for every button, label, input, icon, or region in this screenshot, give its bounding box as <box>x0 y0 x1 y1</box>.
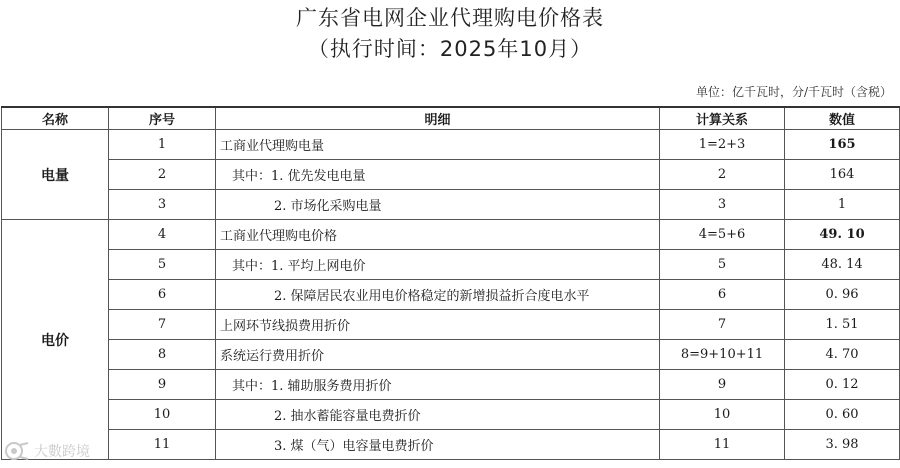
header-detail: 明细 <box>216 107 660 130</box>
watermark-logo-icon <box>4 441 30 461</box>
row-calc: 11 <box>660 430 785 460</box>
table-row <box>2 310 900 340</box>
group-label-quantity: 电量 <box>2 130 109 220</box>
table-row <box>2 220 900 250</box>
row-value: 48. 14 <box>785 250 900 280</box>
row-value: 3. 98 <box>785 430 900 460</box>
row-value: 164 <box>785 160 900 190</box>
row-no: 5 <box>109 250 216 280</box>
table-header-row <box>2 107 900 130</box>
row-calc: 6 <box>660 280 785 310</box>
row-detail: 2. 市场化采购电量 <box>216 190 660 220</box>
row-no: 2 <box>109 160 216 190</box>
row-calc: 7 <box>660 310 785 340</box>
page-subtitle: （执行时间：2025年10月） <box>307 37 593 61</box>
page-title: 广东省电网企业代理购电价格表 <box>296 6 604 30</box>
row-no: 3 <box>109 190 216 220</box>
table-row <box>2 160 900 190</box>
price-table <box>1 106 900 460</box>
table-row <box>2 370 900 400</box>
row-detail: 工商业代理购电价格 <box>216 220 660 250</box>
table-row <box>2 130 900 160</box>
row-no: 1 <box>109 130 216 160</box>
row-value: 49. 10 <box>785 220 900 250</box>
row-detail: 上网环节线损费用折价 <box>216 310 660 340</box>
row-detail: 工商业代理购电量 <box>216 130 660 160</box>
unit-note: 单位：亿千瓦时，分/千瓦时（含税） <box>695 85 892 99</box>
table-row <box>2 340 900 370</box>
row-value: 1 <box>785 190 900 220</box>
row-calc: 1=2+3 <box>660 130 785 160</box>
header-value: 数值 <box>785 107 900 130</box>
watermark <box>4 441 90 461</box>
table-row <box>2 280 900 310</box>
row-calc: 4=5+6 <box>660 220 785 250</box>
row-no: 11 <box>109 430 216 460</box>
row-detail: 2. 抽水蓄能容量电费折价 <box>216 400 660 430</box>
row-no: 4 <box>109 220 216 250</box>
row-value: 165 <box>785 130 900 160</box>
row-value: 1. 51 <box>785 310 900 340</box>
table-row <box>2 400 900 430</box>
row-calc: 2 <box>660 160 785 190</box>
header-name: 名称 <box>2 107 109 130</box>
header-no: 序号 <box>109 107 216 130</box>
row-no: 6 <box>109 280 216 310</box>
table-row <box>2 430 900 460</box>
row-no: 8 <box>109 340 216 370</box>
group-label-price: 电价 <box>2 220 109 460</box>
row-calc: 10 <box>660 400 785 430</box>
row-calc: 3 <box>660 190 785 220</box>
row-calc: 5 <box>660 250 785 280</box>
row-detail: 其中：1. 优先发电电量 <box>216 160 660 190</box>
row-detail: 3. 煤（气）电容量电费折价 <box>216 430 660 460</box>
header-calc: 计算关系 <box>660 107 785 130</box>
row-no: 7 <box>109 310 216 340</box>
row-no: 9 <box>109 370 216 400</box>
row-calc: 8=9+10+11 <box>660 340 785 370</box>
row-detail: 2. 保障居民农业用电价格稳定的新增损益折合度电水平 <box>216 280 660 310</box>
row-detail: 系统运行费用折价 <box>216 340 660 370</box>
watermark-text: 大數跨境 <box>34 444 90 460</box>
row-detail: 其中：1. 辅助服务费用折价 <box>216 370 660 400</box>
row-no: 10 <box>109 400 216 430</box>
row-calc: 9 <box>660 370 785 400</box>
row-value: 0. 12 <box>785 370 900 400</box>
table-row <box>2 190 900 220</box>
row-value: 0. 96 <box>785 280 900 310</box>
row-detail: 其中：1. 平均上网电价 <box>216 250 660 280</box>
row-value: 0. 60 <box>785 400 900 430</box>
row-value: 4. 70 <box>785 340 900 370</box>
table-row <box>2 250 900 280</box>
